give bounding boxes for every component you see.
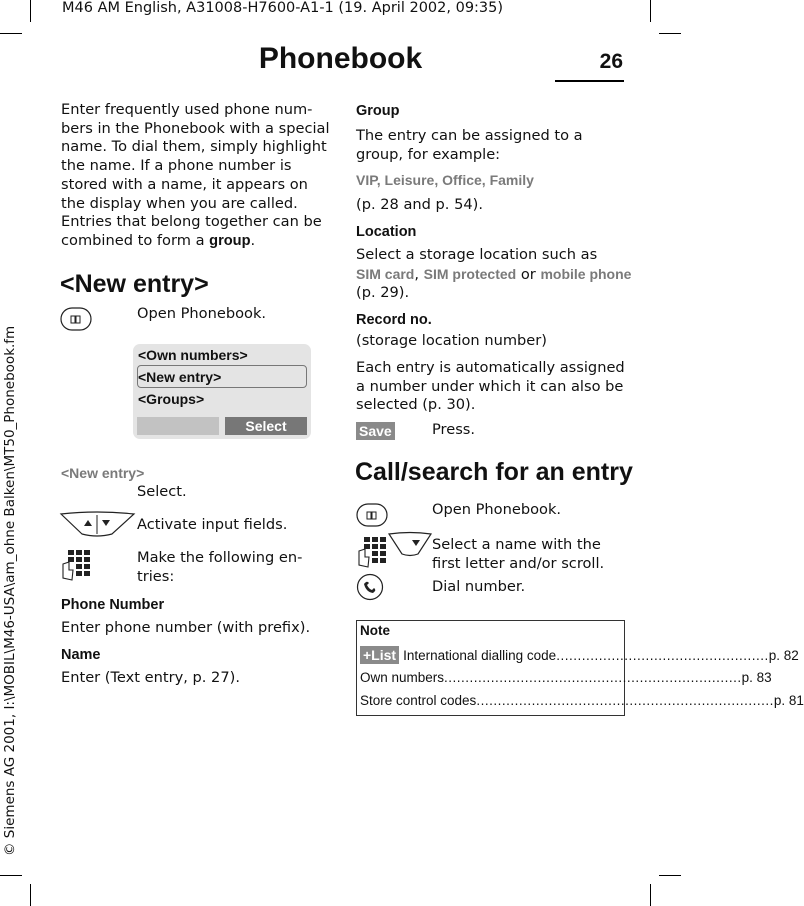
menu-item-own-numbers[interactable]: <Own numbers> [138, 347, 248, 363]
location-text: Select a storage location such as SIM card, SIM protected or mobile phone (p. 29). [356, 246, 632, 302]
record-text: Each entry is automatically assigned a number under which it can also be selected (p. 30). [356, 359, 625, 414]
call-search-heading: Call/search for an entry [355, 458, 633, 486]
group-examples: VIP, Leisure, Office, Family [356, 172, 534, 188]
new-entry-label: <New entry> [61, 465, 145, 481]
call-select-text: Select a name with the first letter and/or scroll. [432, 536, 605, 572]
crop-mark [30, 0, 31, 22]
phone-number-text: Enter phone number (with prefix). [61, 619, 311, 636]
note-box [356, 620, 804, 716]
record-sub: (storage location number) [356, 332, 547, 349]
name-heading: Name [61, 647, 101, 663]
page-number: 26 [599, 50, 623, 73]
phone-display [133, 344, 311, 439]
group-text: The entry can be assigned to a group, for example: [356, 127, 583, 163]
group-ref: (p. 28 and p. 54). [356, 196, 483, 213]
dial-number-text: Dial number. [432, 578, 526, 595]
softkey-select[interactable]: Select [225, 417, 307, 435]
group-heading: Group [356, 103, 400, 119]
keypad-icon [60, 548, 94, 582]
save-softkey[interactable]: Save [356, 422, 395, 440]
crop-mark [659, 875, 681, 876]
open-phonebook-text: Open Phonebook. [137, 305, 267, 322]
navigation-key-icon [60, 512, 135, 536]
group-term: group [209, 232, 251, 249]
call-open-text: Open Phonebook. [432, 501, 562, 518]
side-note: © Siemens AG 2001, I:\MOBIL\M46-USA\am_ohne Balken\MT50_Phonebook.fm [2, 325, 18, 856]
save-press-text: Press. [432, 421, 476, 438]
select-text: Select. [137, 483, 187, 500]
softkey-left[interactable] [137, 417, 219, 435]
record-heading: Record no. [356, 312, 432, 328]
keypad-icon [356, 535, 390, 569]
note-title: Note [360, 623, 390, 638]
page-number-rule [555, 80, 624, 82]
location-heading: Location [356, 224, 417, 240]
new-entry-heading: <New entry> [60, 270, 209, 298]
running-head: M46 AM English, A31008-H7600-A1-1 (19. April 2002, 09:35) [62, 0, 504, 16]
phonebook-key-icon [60, 307, 92, 331]
crop-mark [30, 884, 31, 906]
list-softkey[interactable]: +List [360, 646, 399, 664]
scroll-down-key-icon [388, 532, 432, 556]
intro-paragraph: Enter frequently used phone num- bers in the Phonebook with a special name. To dial them, simply highlight the name. If a phone number is stored with a name, it appears on the display when you are called. Entries that belong together can be combined to form a group. [61, 101, 330, 249]
crop-mark [650, 884, 651, 906]
menu-item-groups[interactable]: <Groups> [138, 391, 205, 407]
crop-mark [659, 33, 681, 34]
menu-item-new-entry[interactable]: <New entry> [138, 369, 222, 385]
crop-mark [0, 33, 22, 34]
make-entries-text: Make the following en- tries: [137, 549, 303, 585]
name-text: Enter (Text entry, p. 27). [61, 669, 240, 686]
activate-text: Activate input fields. [137, 516, 288, 533]
crop-mark [0, 875, 22, 876]
note-row: +List International dialling code .................................................. p. 82 [360, 646, 614, 664]
call-key-icon [356, 573, 384, 601]
phonebook-key-icon [356, 503, 388, 527]
crop-mark [650, 0, 651, 22]
note-row: Store control codes ...................................................................... p. 81 [360, 693, 804, 708]
note-row: Own numbers ...................................................................... p. 83 [360, 670, 772, 685]
phone-number-heading: Phone Number [61, 597, 165, 613]
page-title: Phonebook [258, 42, 423, 75]
